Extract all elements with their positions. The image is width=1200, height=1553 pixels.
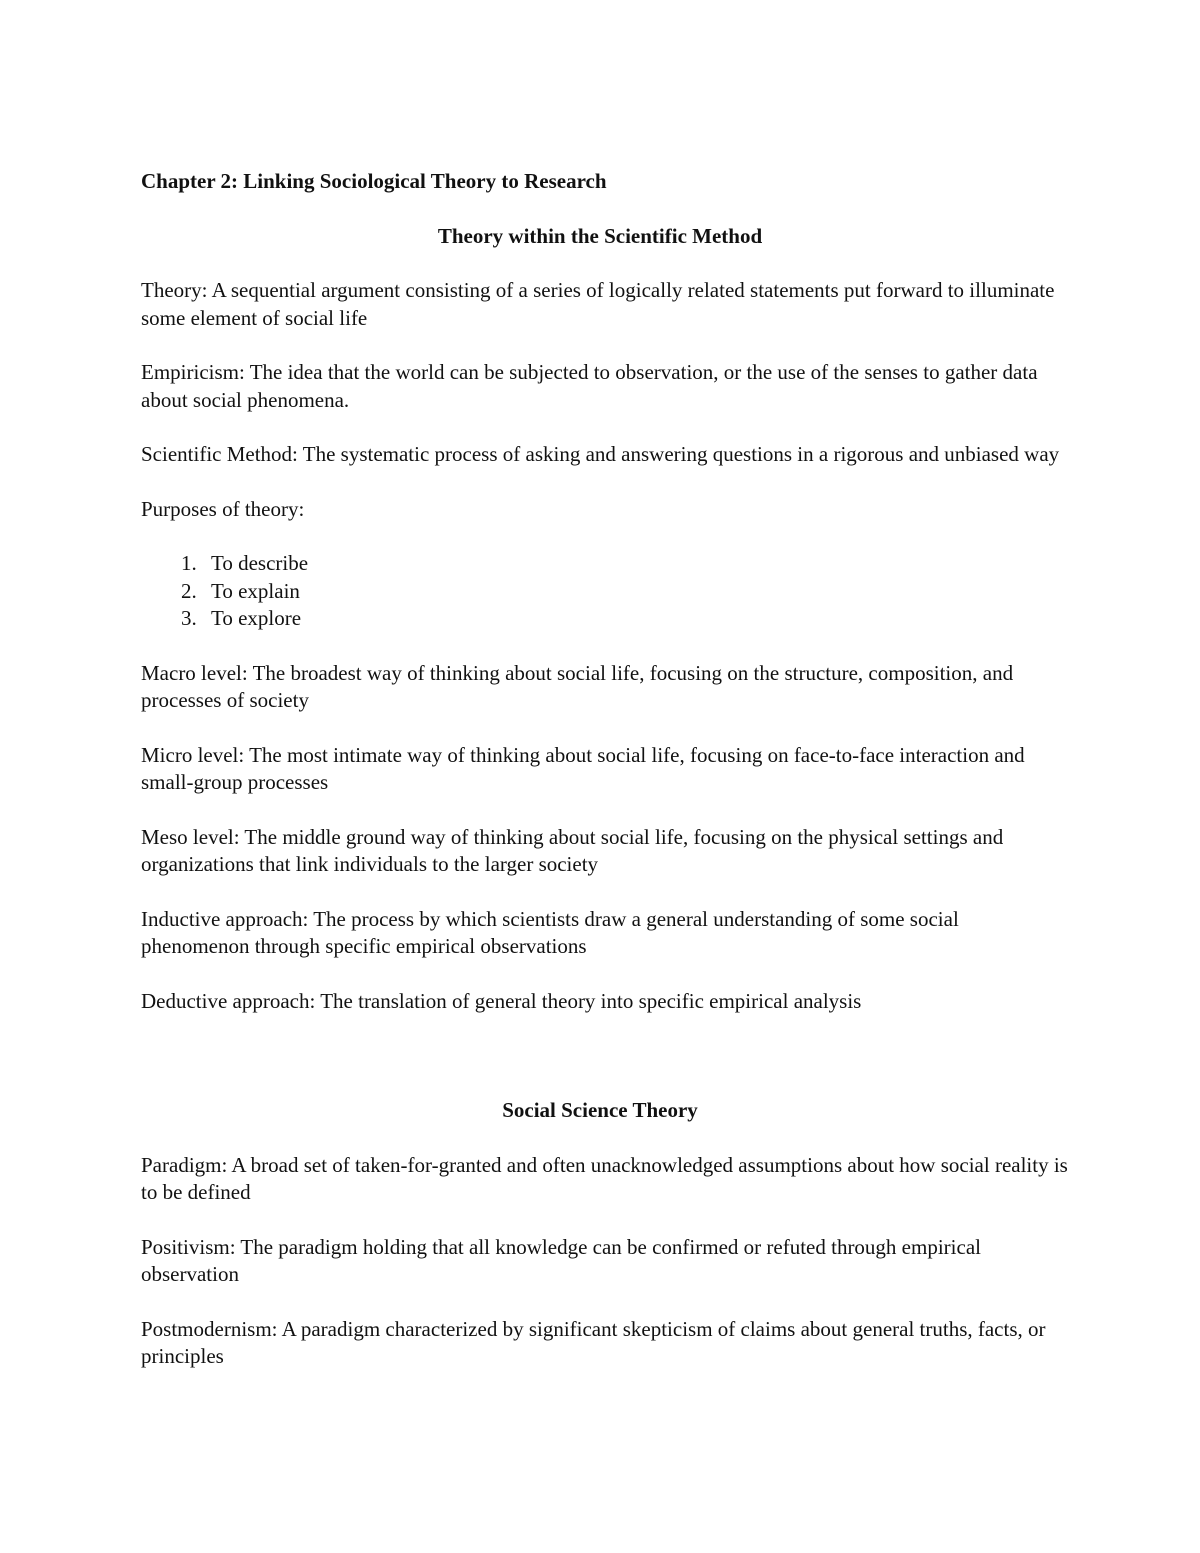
- section-heading-scientific-method: Theory within the Scientific Method: [437, 223, 763, 248]
- definition-inductive-approach: Inductive approach: The process by which scientists draw a general understanding of some social phenomenon through specific empirical observations: [141, 906, 959, 958]
- definition-macro-level: Macro level: The broadest way of thinking about social life, focusing on the structure, composition, and processes of society: [141, 660, 1014, 712]
- definition-empiricism: Empiricism: The idea that the world can be subjected to observation, or the use of the senses to gather data about social phenomena.: [141, 360, 1038, 412]
- definition-meso-level: Meso level: The middle ground way of thinking about social life, focusing on the physical settings and organizations that link individuals to the larger society: [141, 824, 1004, 876]
- definition-postmodernism: Postmodernism: A paradigm characterized by significant skepticism of claims about general truths, facts, or principles: [141, 1316, 1046, 1368]
- document-body: [141, 168, 1071, 1371]
- purposes-list: [141, 550, 1071, 633]
- definition-paradigm: Paradigm: A broad set of taken-for-granted and often unacknowledged assumptions about how social reality is to be defined: [141, 1152, 1068, 1204]
- section-heading-social-science-theory: Social Science Theory: [502, 1098, 698, 1122]
- list-item: [141, 550, 1071, 578]
- list-item-text: To explain: [211, 578, 300, 603]
- list-item: [141, 605, 1071, 633]
- list-item-text: To explore: [211, 606, 302, 630]
- list-item: [141, 578, 1071, 606]
- definition-micro-level: Micro level: The most intimate way of thinking about social life, focusing on face-to-face interaction and small-group processes: [141, 742, 1025, 794]
- definition-positivism: Positivism: The paradigm holding that all knowledge can be confirmed or refuted through empirical observation: [141, 1234, 981, 1286]
- definition-scientific-method: Scientific Method: The systematic process of asking and answering questions in a rigorous and unbiased way: [141, 442, 1060, 466]
- purposes-intro: Purposes of theory:: [141, 496, 305, 521]
- list-number: 3.: [181, 606, 197, 630]
- list-number: 2.: [181, 578, 197, 603]
- list-number: 1.: [181, 551, 197, 575]
- list-item-text: To describe: [211, 551, 309, 575]
- definition-theory: Theory: A sequential argument consisting of a series of logically related statements put forward to illuminate some element of social life: [141, 278, 1055, 330]
- definition-deductive-approach: Deductive approach: The translation of general theory into specific empirical analysis: [141, 988, 862, 1013]
- chapter-title: Chapter 2: Linking Sociological Theory to Research: [141, 169, 607, 193]
